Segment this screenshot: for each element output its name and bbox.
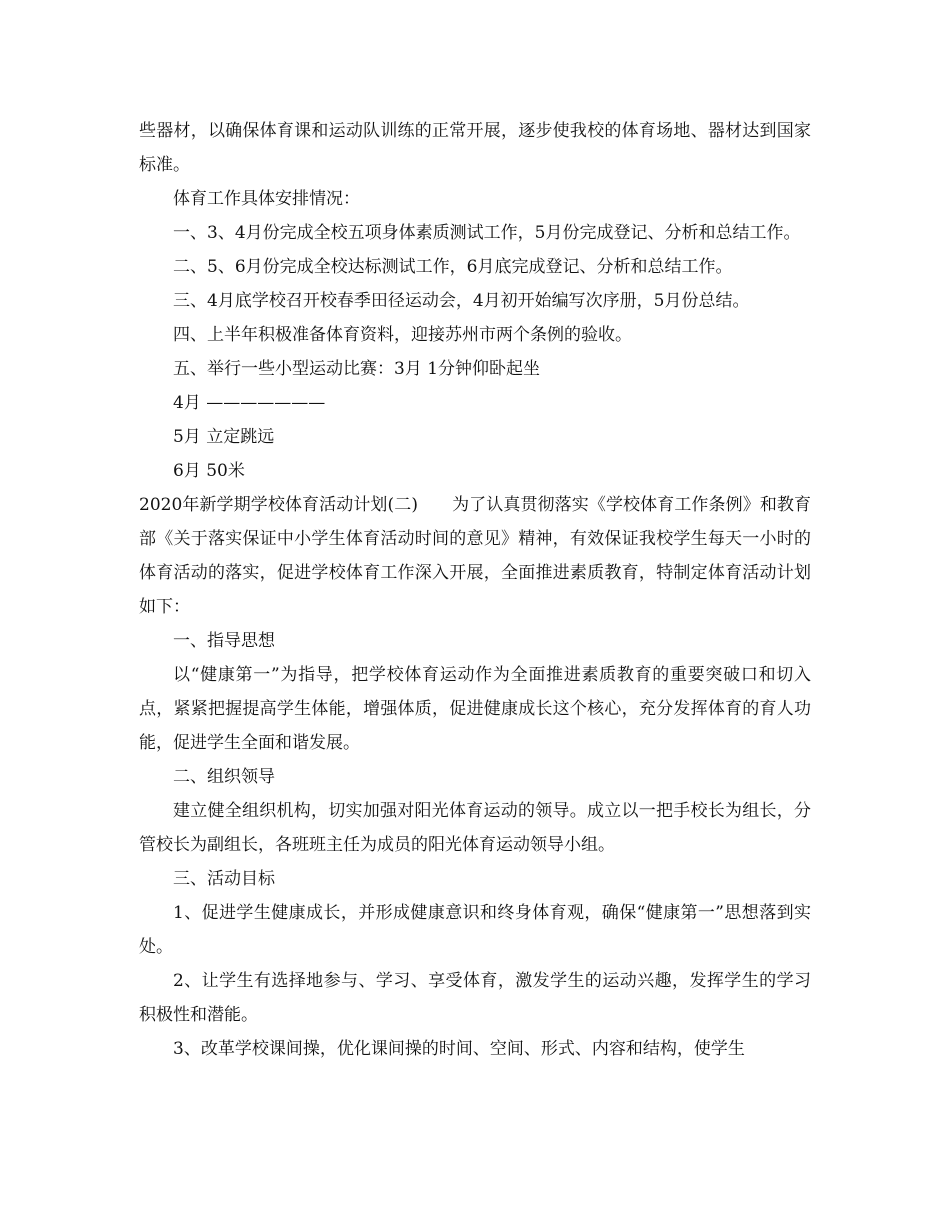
paragraph: 1、促进学生健康成长，并形成健康意识和终身体育观，确保“健康第一”思想落到实处。	[139, 903, 811, 957]
paragraph: 三、活动目标	[173, 869, 275, 889]
paragraph: 体育工作具体安排情况：	[173, 189, 360, 209]
paragraph: 建立健全组织机构，切实加强对阳光体育运动的领导。成立以一把手校长为组长，分管校长为副组长，各班班主任为成员的阳光体育运动领导小组。	[139, 801, 811, 855]
paragraph: 五、举行一些小型运动比赛：3月 1分钟仰卧起坐	[173, 359, 541, 379]
paragraph: 一、指导思想	[173, 631, 275, 651]
paragraph: 5月 立定跳远	[173, 427, 275, 447]
paragraph: 二、5、6月份完成全校达标测试工作，6月底完成登记、分析和总结工作。	[173, 257, 733, 277]
paragraph: 4月 ———————	[173, 393, 326, 413]
paragraph: 以“健康第一”为指导，把学校体育运动作为全面推进素质教育的重要突破口和切入点，紧紧把握提高学生体能，增强体质，促进健康成长这个核心，充分发挥体育的育人功能，促进学生全面和谐发展。	[139, 665, 811, 753]
plan-two-intro: 为了认真贯彻落实《学校体育工作条例》和教育部《关于落实保证中小学生体育活动时间的意见》精神，有效保证我校学生每天一小时的体育活动的落实，促进学校体育工作深入开展，全面推进素质教育，特制定体育活动计划如下：	[139, 495, 812, 617]
plan-part-two	[139, 624, 811, 1066]
plan-two-title: 2020年新学期学校体育活动计划(二)	[139, 495, 418, 515]
paragraph: 3、改革学校课间操，优化课间操的时间、空间、形式、内容和结构，使学生	[173, 1039, 745, 1059]
paragraph: 四、上半年积极准备体育资料，迎接苏州市两个条例的验收。	[173, 325, 632, 345]
paragraph: 6月 50米	[173, 461, 245, 481]
paragraph: 2、让学生有选择地参与、学习、享受体育，激发学生的运动兴趣，发挥学生的学习积极性和潜能。	[139, 971, 811, 1025]
document-body	[139, 114, 811, 1066]
paragraph: 一、3、4月份完成全校五项身体素质测试工作，5月份完成登记、分析和总结工作。	[173, 223, 801, 243]
paragraph: 些器材，以确保体育课和运动队训练的正常开展，逐步使我校的体育场地、器材达到国家标准。	[139, 121, 811, 175]
plan-part-one	[139, 114, 811, 488]
paragraph: 三、4月底学校召开校春季田径运动会，4月初开始编写次序册，5月份总结。	[173, 291, 750, 311]
plan-two-heading-paragraph	[139, 488, 811, 624]
paragraph: 二、组织领导	[173, 767, 275, 787]
